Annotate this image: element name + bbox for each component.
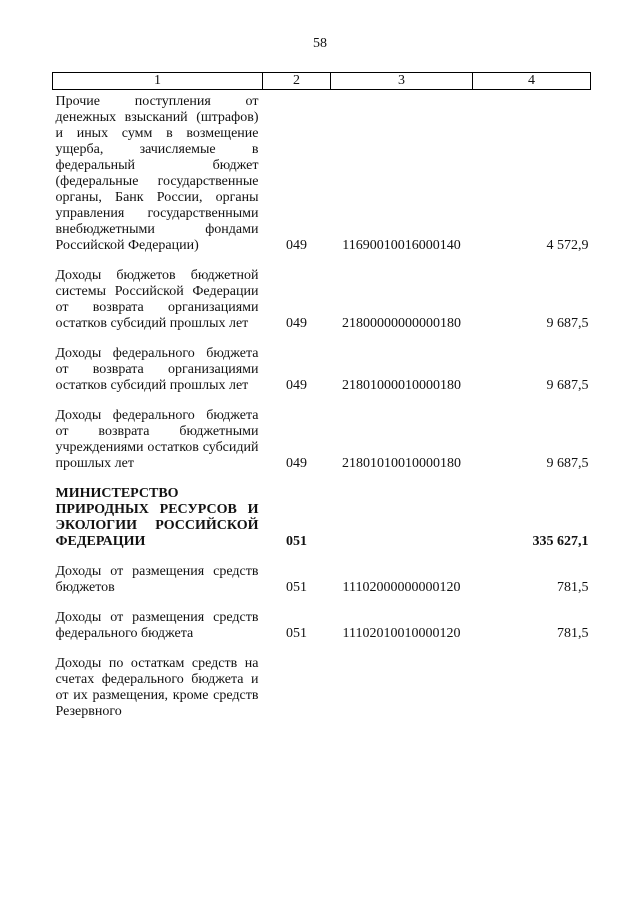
row-admin-code-cell: 051 [286,534,307,549]
table-header-row [53,73,591,90]
row-name-cell: Доходы по остаткам средств на счетах федерального бюджета и от их размещения, кроме средств Резервного [55,656,259,719]
table-row [53,346,591,408]
column-header-2: 2 [263,73,331,90]
row-budget-code-cell: 21801000010000180 [342,378,461,393]
table-row [53,486,591,564]
row-admin-code-cell: 051 [286,626,307,641]
row-amount-cell: 9 687,5 [546,456,589,471]
row-amount-cell [473,656,591,734]
table-row [53,656,591,734]
page-number: 58 [313,36,327,51]
row-amount-cell: 9 687,5 [546,316,589,331]
row-budget-code-cell: 11690010016000140 [342,238,461,253]
row-admin-code-cell: 049 [286,378,307,393]
column-header-3: 3 [331,73,473,90]
row-name-cell: Прочие поступления от денежных взысканий (штрафов) и иных сумм в возмещение ущерба, зачисляемые в федеральный бюджет (федеральные государственные органы, Банк России, органы управления государственными внебюджетными фондами Российской Федерации) [55,94,259,253]
row-name-cell: Доходы бюджетов бюджетной системы Российской Федерации от возврата организациями остатков субсидий прошлых лет [55,268,259,331]
column-header-1: 1 [53,73,263,90]
table-row [53,408,591,486]
row-amount-cell: 781,5 [557,580,589,595]
row-name-cell: Доходы от размещения средств бюджетов [55,564,259,595]
row-admin-code-cell: 049 [286,238,307,253]
table-body [53,90,591,735]
row-admin-code-cell: 051 [286,580,307,595]
row-name-cell: Доходы федерального бюджета от возврата организациями остатков субсидий прошлых лет [55,346,259,393]
row-budget-code-cell [331,486,473,564]
table-row [53,268,591,346]
row-amount-cell: 781,5 [557,626,589,641]
row-budget-code-cell: 21801010010000180 [342,456,461,471]
row-name-cell: МИНИСТЕРСТВО ПРИРОДНЫХ РЕСУРСОВ И ЭКОЛОГИИ РОССИЙСКОЙ ФЕДЕРАЦИИ [55,486,259,549]
row-name-cell: Доходы федерального бюджета от возврата бюджетными учреждениями остатков субсидий прошлых лет [55,408,259,471]
row-admin-code-cell: 049 [286,456,307,471]
row-budget-code-cell: 11102010010000120 [342,626,461,641]
table-row [53,564,591,610]
table-row [53,610,591,656]
row-admin-code-cell [263,656,331,734]
revenue-table [52,72,591,734]
row-budget-code-cell: 11102000000000120 [342,580,461,595]
row-amount-cell: 9 687,5 [546,378,589,393]
table-row [53,90,591,269]
row-amount-cell: 4 572,9 [546,238,589,253]
row-name-cell: Доходы от размещения средств федерального бюджета [55,610,259,641]
row-budget-code-cell [331,656,473,734]
row-budget-code-cell: 21800000000000180 [342,316,461,331]
row-admin-code-cell: 049 [286,316,307,331]
row-amount-cell: 335 627,1 [532,534,589,549]
column-header-4: 4 [473,73,591,90]
